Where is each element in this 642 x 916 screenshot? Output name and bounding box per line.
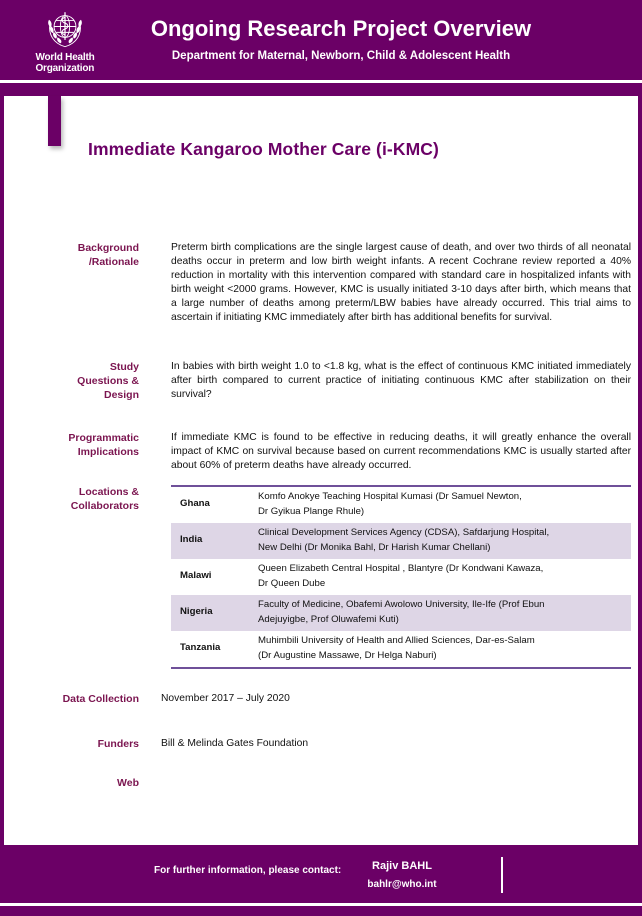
location-collaborators (258, 595, 631, 631)
location-line: Clinical Development Services Agency (CDSA), Safdarjung Hospital, (258, 527, 550, 538)
who-logo (0, 6, 130, 74)
section-background (34, 241, 631, 326)
table-row (171, 486, 631, 523)
section-web-label: Web (117, 777, 139, 789)
footer-accent-band (0, 906, 642, 916)
location-line: Komfo Anokye Teaching Hospital Kumasi (Dr Samuel Newton, (258, 491, 522, 502)
location-country: India (171, 523, 258, 559)
location-line: New Delhi (Dr Monika Bahl, Dr Harish Kumar Chellani) (258, 541, 491, 553)
footer-contact-name: Rajiv BAHL (372, 860, 432, 872)
section-programmatic-implications (34, 431, 631, 473)
page-header (0, 0, 642, 80)
section-locations (34, 485, 631, 669)
section-study-text: In babies with birth weight 1.0 to <1.8 kg, what is the effect of continuous KMC initiated immediately after birth compared to current practice of initiating continuous KMC after stabilization on their survival? (171, 361, 631, 401)
location-line: Dr Queen Dube (258, 577, 326, 589)
location-line: Queen Elizabeth Central Hospital , Blantyre (Dr Kondwani Kawaza, (258, 563, 544, 574)
location-country: Malawi (180, 570, 212, 582)
label-line-3: Design (103, 389, 139, 401)
locations-table (171, 485, 631, 669)
table-row (171, 523, 631, 559)
label-line-1: Study (109, 361, 139, 373)
who-logo-text (35, 52, 94, 74)
page-subtitle: Department for Maternal, Newborn, Child & Adolescent Health (171, 50, 511, 62)
location-line: Dr Gyikua Plange Rhule) (258, 505, 365, 517)
label-line-2: Questions & (77, 375, 139, 387)
section-programmatic-label (34, 431, 139, 473)
footer-content (4, 845, 638, 903)
label-line-2: /Rationale (88, 256, 139, 268)
logo-line-2: Organization (35, 63, 95, 74)
section-study-questions (34, 360, 631, 402)
label-line-2: Implications (77, 446, 139, 458)
label-line-1: Programmatic (68, 432, 139, 444)
section-background-label (34, 241, 139, 326)
page-title: Ongoing Research Project Overview (150, 16, 532, 41)
section-background-text: Preterm birth complications are the single largest cause of death, and over two thirds of all neonatal deaths occur in preterm and low birth weight infants. A recent Cochrane review reported a 40% reduction in mortality with this intervention compared with standard care in hospitalized infants with birth weight <2000 grams. However, KMC is usually initiated 3-10 days after birth, which means that a large number of deaths among preterm/LBW babies have already occurred. This trial aims to ascertain if initiating KMC immediately after birth has additional benefits for survival. (171, 242, 631, 324)
section-programmatic-text: If immediate KMC is found to be effective in reducing deaths, it will greatly enhance the overall impact of KMC on survival because based on current recommendations KMC is usually started after about 60% of preterm deaths have already occurred. (171, 432, 631, 472)
footer-vertical-divider (501, 857, 503, 893)
section-web-text (161, 776, 621, 790)
section-funders-label: Funders (97, 738, 139, 750)
location-line: Adejuyigbe, Prof Oluwafemi Kuti) (258, 613, 399, 625)
section-locations-label (34, 485, 139, 669)
table-row (171, 559, 631, 595)
section-study-label (34, 360, 139, 402)
section-data-collection-label: Data Collection (62, 693, 139, 705)
location-country: Ghana (180, 498, 210, 510)
location-line: (Dr Augustine Massawe, Dr Helga Naburi) (258, 649, 437, 661)
location-collaborators (258, 523, 631, 559)
header-title-block (130, 16, 642, 64)
label-line-2: Collaborators (70, 500, 139, 512)
location-collaborators (258, 631, 631, 668)
location-collaborators (258, 559, 631, 595)
section-web (24, 776, 621, 790)
location-country: Nigeria (171, 595, 258, 631)
section-funders-text: Bill & Melinda Gates Foundation (161, 738, 309, 749)
title-accent-tab (48, 96, 61, 146)
section-data-collection-text: November 2017 – July 2020 (161, 693, 290, 704)
section-funders (24, 737, 621, 751)
label-line-1: Locations & (78, 486, 139, 498)
document-title: Immediate Kangaroo Mother Care (i-KMC) (88, 139, 439, 159)
header-accent-band (0, 83, 642, 96)
location-line: Faculty of Medicine, Obafemi Awolowo University, Ile-Ife (Prof Ebun (258, 599, 545, 610)
table-row (171, 595, 631, 631)
label-line-1: Background (77, 242, 139, 254)
table-row (171, 631, 631, 668)
location-country: Tanzania (180, 642, 221, 654)
section-data-collection (24, 692, 621, 706)
footer-contact-email[interactable]: bahlr@who.int (367, 879, 437, 890)
footer-contact-label: For further information, please contact: (154, 865, 342, 876)
who-emblem-icon (44, 8, 86, 50)
logo-line-1: World Health (35, 52, 95, 63)
location-line: Muhimbili University of Health and Allied Sciences, Dar-es-Salam (258, 635, 535, 646)
location-collaborators (258, 486, 631, 523)
